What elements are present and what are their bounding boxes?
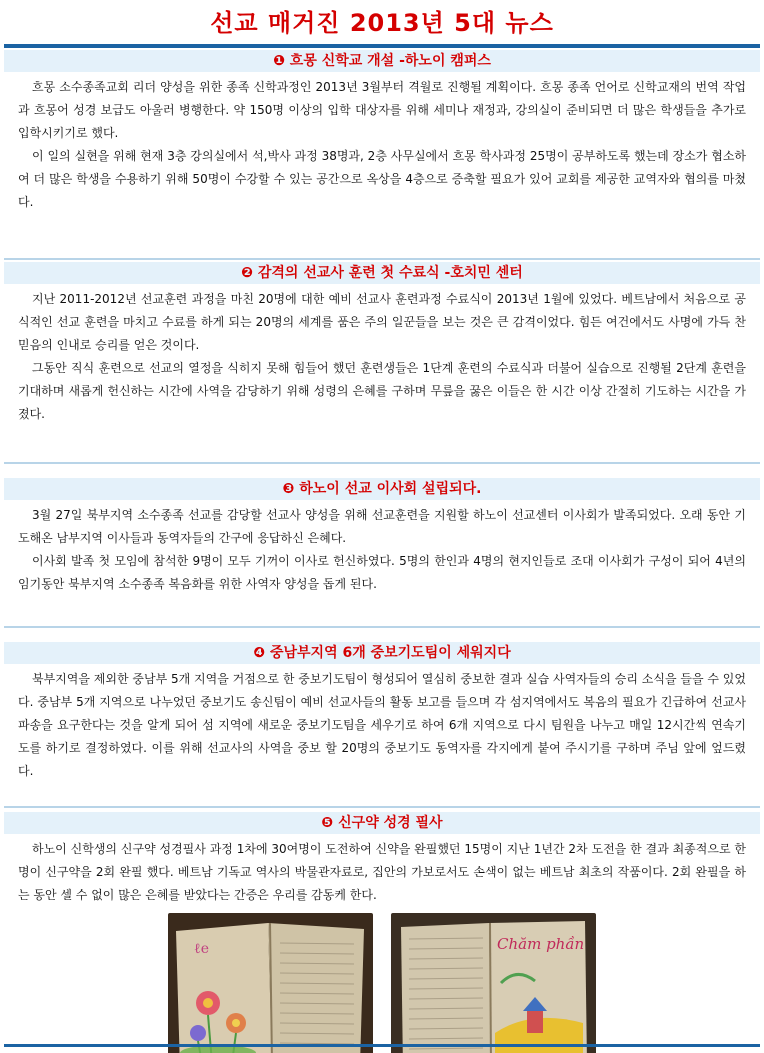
section-divider (4, 806, 760, 808)
news-section-2 (4, 262, 760, 462)
section-body-1 (4, 72, 760, 214)
bottom-rule (4, 1044, 760, 1047)
section-heading-1: ❶ 흐몽 신학교 개설 -하노이 캠퍼스 (4, 50, 760, 72)
paragraph: 하노이 신학생의 신구약 성경필사 과정 1차에 30여명이 도전하여 신약을 완필했던 15명이 지난 1년간 2차 도전을 한 결과 최종적으로 한명이 신구약을 2회 완필 했다. 베트남 기독교 역사의 박물관자료로, 집안의 가보로서도 손색이 없는 베트남 최초의 작품이다. 2회 완필을 하는 동안 셀 수 없이 많은 은혜를 받았다는 간증은 우리를 감동케 한다. (18, 842, 746, 902)
section-divider (4, 462, 760, 464)
section-body-5 (4, 834, 760, 907)
svg-text:ℓe: ℓe (194, 941, 209, 957)
paragraph: 이사회 발족 첫 모임에 참석한 9명이 모두 기꺼이 이사로 헌신하였다. 5명의 한인과 4명의 현지인들로 조대 이사회가 구성이 되어 4년의 임기동안 북부지역 소수종족 복음화를 위한 사역자 양성을 돕게 된다. (18, 554, 746, 591)
bible-manuscript-photo-1 (168, 913, 373, 1053)
section-body-3 (4, 500, 760, 596)
paragraph: 지난 2011-2012년 선교훈련 과정을 마친 20명에 대한 예비 선교사 훈련과정 수료식이 2013년 1월에 있었다. 베트남에서 처음으로 공식적인 선교 훈련을 마치고 수료를 하게 되는 20명의 세계를 품은 주의 일꾼들을 보는 것은 큰 감격이었다. 힘든 여건에서도 사명에 가득 찬 믿음의 인내로 승리를 얻은 것이다. (18, 292, 746, 352)
section-body-4 (4, 664, 760, 783)
section-divider (4, 258, 760, 260)
page-title: 선교 매거진 2013년 5대 뉴스 (210, 9, 554, 37)
paragraph: 그동안 직식 훈련으로 선교의 열정을 식히지 못해 힘들어 했던 훈련생들은 1단계 훈련의 수료식과 더불어 실습으로 진행될 2단계 훈련을 기대하며 새롭게 헌신하는 시간에 사역을 감당하기 위해 성령의 은혜를 구하며 무릎을 꿇은 이들은 한 시간 이상 간절히 기도하는 시간을 가졌다. (18, 361, 746, 421)
section-heading-5: ❺ 신구약 성경 필사 (4, 812, 760, 834)
section-body-2 (4, 284, 760, 426)
handwriting-text: Chăm phần (497, 935, 585, 953)
paragraph: 북부지역을 제외한 중남부 5개 지역을 거점으로 한 중보기도팀이 형성되어 열심히 중보한 결과 실습 사역자들의 승리 소식을 들을 수 있었다. 중남부 5개 지역으로 나누었던 중보기도 송신팀이 예비 선교사들의 활동 보고를 들으며 각 섬지역에서도 복음의 필요가 긴급하여 선교사 파송을 요구한다는 것을 알게 되어 섬 지역에 새로운 중보기도팀을 세우기로 하여 6개 지역으로 다시 팀원을 나누고 매일 12시간씩 연속기도를 하기로 결정하였다. 이를 위해 선교사의 사역을 중보 할 20명의 중보기도 동역자를 각지에게 붙여 주시기를 구하며 주님 앞에 엎드렸다. (18, 672, 746, 778)
news-section-1 (4, 50, 760, 258)
bible-manuscript-photo-2 (391, 913, 596, 1053)
photo-row (4, 907, 760, 1053)
paragraph: 이 일의 실현을 위해 현재 3층 강의실에서 석,박사 과정 38명과, 2층 사무실에서 흐몽 학사과정 25명이 공부하도록 했는데 장소가 협소하여 더 많은 학생을 수용하기 위해 50명이 수강할 수 있는 공간으로 옥상을 4층으로 증축할 필요가 있어 교회를 제공한 교역자와 협의를 마쳤다. (18, 149, 746, 209)
section-heading-2: ❷ 감격의 선교사 훈련 첫 수료식 -호치민 센터 (4, 262, 760, 284)
news-section-3 (4, 478, 760, 626)
news-section-4 (4, 642, 760, 806)
section-divider (4, 626, 760, 628)
section-heading-4: ❹ 중남부지역 6개 중보기도팀이 세워지다 (4, 642, 760, 664)
top-rule (4, 44, 760, 48)
paragraph: 3월 27일 북부지역 소수종족 선교를 감당할 선교사 양성을 위해 선교훈련을 지원할 하노이 선교센터 이사회가 발족되었다. 오래 동안 기도해온 남부지역 이사들과 동역자들의 간구에 응답하신 은혜다. (18, 508, 746, 545)
news-section-5 (4, 812, 760, 1053)
paragraph: 흐몽 소수종족교회 리더 양성을 위한 종족 신학과정인 2013년 3월부터 격월로 진행될 계획이다. 흐몽 종족 언어로 신학교재의 번역 작업과 흐몽어 성경 보급도 아울러 병행한다. 약 150명 이상의 입학 대상자를 위해 세미나 재정과, 강의실이 준비되면 더 많은 학생들을 추가로 입학시키기로 했다. (18, 80, 746, 140)
section-heading-3: ❸ 하노이 선교 이사회 설립되다. (4, 478, 760, 500)
